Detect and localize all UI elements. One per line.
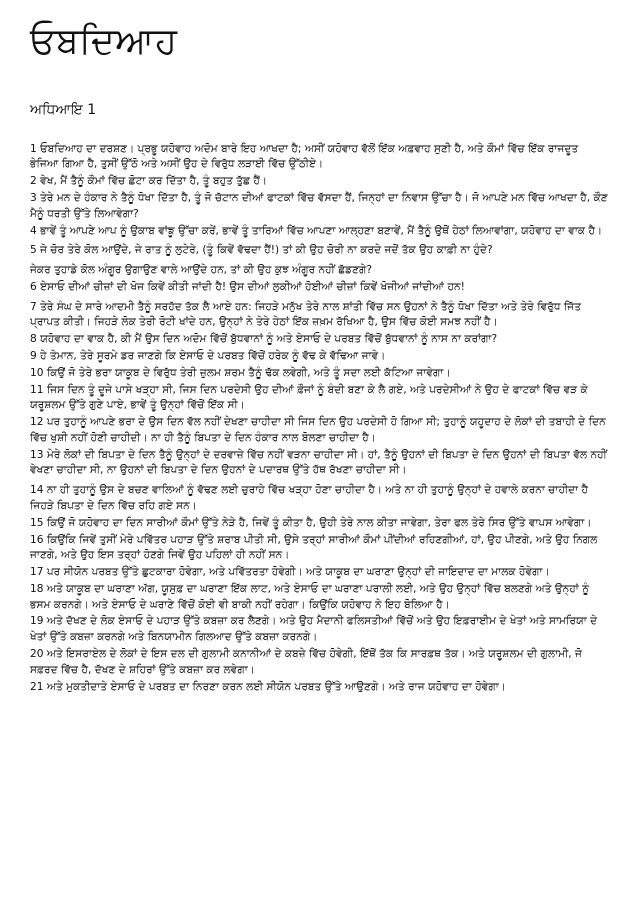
verse-5-continued: ਜੇਕਰ ਤੁਹਾਡੇ ਕੋਲ ਅੰਗੂਰ ਉਗਾਉਣ ਵਾਲੇ ਆਉਂਦੇ ਹਨ, ਤਾਂ ਕੀ ਉਹ ਕੁਝ ਅੰਗੂਰ ਨਹੀਂ ਛੱਡਣਗੇ? [30, 264, 372, 277]
verse-2: 2 ਵੇਖ, ਮੈਂ ਤੈਨੂੰ ਕੌਮਾਂ ਵਿੱਚ ਛੋਟਾ ਕਰ ਦਿੱਤਾ ਹੈ, ਤੂੰ ਬਹੁਤ ਤੁੱਛ ਹੈਂ। [30, 175, 267, 188]
verse-18: 18 ਅਤੇ ਯਾਕੂਬ ਦਾ ਘਰਾਣਾ ਅੱਗ, ਯੂਸੁਫ਼ ਦਾ ਘਰਾਣਾ ਇੱਕ ਲਾਟ, ਅਤੇ ਏਸਾਓ ਦਾ ਘਰਾਣਾ ਪਰਾਲੀ ਲਈ, ਅਤੇ ਉਹ ਉਨ੍ਹਾਂ ਵਿੱਚ ਬਲਣਗੇ ਅਤੇ ਉਨ੍ਹਾਂ ਨੂੰ ਭਸਮ ਕਰਨਗੇ। ਅਤੇ ਏਸਾਓ ਦੇ ਘਰਾਣੇ ਵਿੱਚੋਂ ਕੋਈ ਵੀ ਬਾਕੀ ਨਹੀਂ ਰਹੇਗਾ। ਕਿਉਂਕਿ ਯਹੋਵਾਹ ਨੇ ਇਹ ਬੋਲਿਆ ਹੈ। [30, 582, 589, 611]
verse-16: 16 ਕਿਉਂਕਿ ਜਿਵੇਂ ਤੁਸੀਂ ਮੇਰੇ ਪਵਿੱਤਰ ਪਹਾੜ ਉੱਤੇ ਸ਼ਰਾਬ ਪੀਤੀ ਸੀ, ਉਸੇ ਤਰ੍ਹਾਂ ਸਾਰੀਆਂ ਕੌਮਾਂ ਪੀਂਦੀਆਂ ਰਹਿਣਗੀਆਂ, ਹਾਂ, ਉਹ ਪੀਣਗੇ, ਅਤੇ ਉਹ ਨਿਗਲ ਜਾਣਗੇ, ਅਤੇ ਉਹ ਇਸ ਤਰ੍ਹਾਂ ਹੋਣਗੇ ਜਿਵੇਂ ਉਹ ਪਹਿਲਾਂ ਹੀ ਨਹੀਂ ਸਨ। [30, 533, 598, 562]
chapter-heading: ਅਧਿਆਇ 1 [30, 101, 97, 118]
verse-11: 11 ਜਿਸ ਦਿਨ ਤੂੰ ਦੂਜੇ ਪਾਸੇ ਖੜ੍ਹਾ ਸੀ, ਜਿਸ ਦਿਨ ਪਰਦੇਸੀ ਉਹ ਦੀਆਂ ਫ਼ੌਜਾਂ ਨੂੰ ਬੰਦੀ ਬਣਾ ਕੇ ਲੈ ਗਏ, ਅਤੇ ਪਰਦੇਸੀਆਂ ਨੇ ਉਹ ਦੇ ਫਾਟਕਾਂ ਵਿੱਚ ਵੜ ਕੇ ਯਰੂਸ਼ਲਮ ਉੱਤੇ ਗੁਣੇ ਪਾਏ, ਭਾਵੇਂ ਤੂੰ ਉਨ੍ਹਾਂ ਵਿੱਚੋਂ ਇੱਕ ਸੀ। [30, 383, 588, 412]
verse-19: 19 ਅਤੇ ਦੱਖਣ ਦੇ ਲੋਕ ਏਸਾਓ ਦੇ ਪਹਾੜ ਉੱਤੇ ਕਬਜ਼ਾ ਕਰ ਲੈਣਗੇ। ਅਤੇ ਉਹ ਮੈਦਾਨੀ ਫਲਿਸਤੀਆਂ ਵਿੱਚੋਂ ਅਤੇ ਉਹ ਇਫ਼ਰਾਈਮ ਦੇ ਖੇਤਾਂ ਅਤੇ ਸਾਮਰਿਯਾ ਦੇ ਖੇਤਾਂ ਉੱਤੇ ਕਬਜ਼ਾ ਕਰਨਗੇ ਅਤੇ ਬਿਨਯਾਮੀਨ ਗਿਲਆਦ ਉੱਤੇ ਕਬਜ਼ਾ ਕਰਨਗੇ। [30, 615, 598, 644]
verse-13: 13 ਮੇਰੇ ਲੋਕਾਂ ਦੀ ਬਿਪਤਾ ਦੇ ਦਿਨ ਤੈਨੂੰ ਉਨ੍ਹਾਂ ਦੇ ਦਰਵਾਜ਼ੇ ਵਿੱਚ ਨਹੀਂ ਵੜਨਾ ਚਾਹੀਦਾ ਸੀ। ਹਾਂ, ਤੈਨੂੰ ਉਹਨਾਂ ਦੀ ਬਿਪਤਾ ਦੇ ਦਿਨ ਉਹਨਾਂ ਦੀ ਬਿਪਤਾ ਵੱਲ ਨਹੀਂ ਵੇਖਣਾ ਚਾਹੀਦਾ ਸੀ, ਨਾ ਉਹਨਾਂ ਦੀ ਬਿਪਤਾ ਦੇ ਦਿਨ ਉਹਨਾਂ ਦੇ ਪਦਾਰਥ ਉੱਤੇ ਹੱਥ ਰੱਖਣਾ ਚਾਹੀਦਾ ਸੀ। [30, 448, 607, 477]
verse-17: 17 ਪਰ ਸੀਯੋਨ ਪਰਬਤ ਉੱਤੇ ਛੁਟਕਾਰਾ ਹੋਵੇਗਾ, ਅਤੇ ਪਵਿੱਤਰਤਾ ਹੋਵੇਗੀ। ਅਤੇ ਯਾਕੂਬ ਦਾ ਘਰਾਣਾ ਉਨ੍ਹਾਂ ਦੀ ਜਾਇਦਾਦ ਦਾ ਮਾਲਕ ਹੋਵੇਗਾ। [30, 566, 550, 579]
verse-20: 20 ਅਤੇ ਇਸਰਾਏਲ ਦੇ ਲੋਕਾਂ ਦੇ ਇਸ ਦਲ ਦੀ ਗੁਲਾਮੀ ਕਨਾਨੀਆਂ ਦੇ ਕਬਜ਼ੇ ਵਿੱਚ ਹੋਵੇਗੀ, ਇੱਥੋਂ ਤੱਕ ਕਿ ਸਾਰਫ਼ਥ ਤੱਕ। ਅਤੇ ਯਰੂਸ਼ਲਮ ਦੀ ਗੁਲਾਮੀ, ਜੋ ਸਫ਼ਰਦ ਵਿੱਚ ਹੈ, ਦੱਖਣ ਦੇ ਸ਼ਹਿਰਾਂ ਉੱਤੇ ਕਬਜ਼ਾ ਕਰ ਲਵੇਗਾ। [30, 648, 582, 676]
book-title: ਓਬਦਿਆਹ [30, 21, 178, 62]
verse-21: 21 ਅਤੇ ਮੁਕਤੀਦਾਤੇ ਏਸਾਓ ਦੇ ਪਰਬਤ ਦਾ ਨਿਰਣਾ ਕਰਨ ਲਈ ਸੀਯੋਨ ਪਰਬਤ ਉੱਤੇ ਆਉਣਗੇ। ਅਤੇ ਰਾਜ ਯਹੋਵਾਹ ਦਾ ਹੋਵੇਗਾ। [30, 680, 506, 693]
verse-4: 4 ਭਾਵੇਂ ਤੂੰ ਆਪਣੇ ਆਪ ਨੂੰ ਉਕਾਬ ਵਾਂਙੂ ਉੱਚਾ ਕਰੇਂ, ਭਾਵੇਂ ਤੂੰ ਤਾਰਿਆਂ ਵਿੱਚ ਆਪਣਾ ਆਲ੍ਹਣਾ ਬਣਾਵੇਂ, ਮੈਂ ਤੈਨੂੰ ਉਥੋਂ ਹੇਠਾਂ ਲਿਆਵਾਂਗਾ, ਯਹੋਵਾਹ ਦਾ ਵਾਕ ਹੈ। [30, 224, 603, 237]
verse-7: 7 ਤੇਰੇ ਸੰਘ ਦੇ ਸਾਰੇ ਆਦਮੀ ਤੈਨੂੰ ਸਰਹੱਦ ਤੱਕ ਲੈ ਆਏ ਹਨ: ਜਿਹੜੇ ਮਨੁੱਖ ਤੇਰੇ ਨਾਲ ਸ਼ਾਂਤੀ ਵਿੱਚ ਸਨ ਉਹਨਾਂ ਨੇ ਤੈਨੂੰ ਧੋਖਾ ਦਿੱਤਾ ਅਤੇ ਤੇਰੇ ਵਿਰੁੱਧ ਜਿੱਤ ਪ੍ਰਾਪਤ ਕੀਤੀ। ਜਿਹੜੇ ਲੋਕ ਤੇਰੀ ਰੋਟੀ ਖਾਂਦੇ ਹਨ, ਉਨ੍ਹਾਂ ਨੇ ਤੇਰੇ ਹੇਠਾਂ ਇੱਕ ਜ਼ਖ਼ਮ ਰੱਖਿਆ ਹੈ, ਉਸ ਵਿੱਚ ਕੋਈ ਸਮਝ ਨਹੀਂ ਹੈ। [30, 300, 582, 329]
verse-10: 10 ਕਿਉਂ ਜੋ ਤੇਰੇ ਭਰਾ ਯਾਕੂਬ ਦੇ ਵਿਰੁੱਧ ਤੇਰੀ ਜ਼ੁਲਮ ਸ਼ਰਮ ਤੈਨੂੰ ਢੱਕ ਲਵੇਗੀ, ਅਤੇ ਤੂੰ ਸਦਾ ਲਈ ਕੱਟਿਆ ਜਾਵੇਗਾ। [30, 366, 451, 379]
verse-6: 6 ਏਸਾਓ ਦੀਆਂ ਚੀਜ਼ਾਂ ਦੀ ਖੋਜ ਕਿਵੇਂ ਕੀਤੀ ਜਾਂਦੀ ਹੈ! ਉਸ ਦੀਆਂ ਲੁਕੀਆਂ ਹੋਈਆਂ ਚੀਜ਼ਾਂ ਕਿਵੇਂ ਖੋਜੀਆਂ ਜਾਂਦੀਆਂ ਹਨ! [30, 280, 465, 293]
verse-14: 14 ਨਾ ਹੀ ਤੁਹਾਨੂੰ ਉਸ ਦੇ ਬਚਣ ਵਾਲਿਆਂ ਨੂੰ ਵੱਢਣ ਲਈ ਚੁਰਾਹੇ ਵਿੱਚ ਖੜ੍ਹਾ ਹੋਣਾ ਚਾਹੀਦਾ ਹੈ। ਅਤੇ ਨਾ ਹੀ ਤੁਹਾਨੂੰ ਉਨ੍ਹਾਂ ਦੇ ਹਵਾਲੇ ਕਰਨਾ ਚਾਹੀਦਾ ਹੈ ਜਿਹੜੇ ਬਿਪਤਾ ਦੇ ਦਿਨ ਵਿੱਚ ਰਹਿ ਗਏ ਸਨ। [30, 484, 589, 512]
verse-1: 1 ਓਬਦਿਆਹ ਦਾ ਦਰਸ਼ਣ। ਪ੍ਰਭੂ ਯਹੋਵਾਹ ਅਦੋਮ ਬਾਰੇ ਇਹ ਆਖਦਾ ਹੈ; ਅਸੀਂ ਯਹੋਵਾਹ ਵੱਲੋਂ ਇੱਕ ਅਫ਼ਵਾਹ ਸੁਣੀ ਹੈ, ਅਤੇ ਕੌਮਾਂ ਵਿੱਚ ਇੱਕ ਰਾਜਦੂਤ ਭੇਜਿਆ ਗਿਆ ਹੈ, ਤੁਸੀਂ ਉੱਠੋ ਅਤੇ ਅਸੀਂ ਉਹ ਦੇ ਵਿਰੁੱਧ ਲੜਾਈ ਵਿੱਚ ਉੱਠੀਏ। [30, 142, 579, 171]
verse-12: 12 ਪਰ ਤੁਹਾਨੂੰ ਆਪਣੇ ਭਰਾ ਦੇ ਉਸ ਦਿਨ ਵੱਲ ਨਹੀਂ ਦੇਖਣਾ ਚਾਹੀਦਾ ਸੀ ਜਿਸ ਦਿਨ ਉਹ ਪਰਦੇਸੀ ਹੋ ਗਿਆ ਸੀ; ਤੁਹਾਨੂੰ ਯਹੂਦਾਹ ਦੇ ਲੋਕਾਂ ਦੀ ਤਬਾਹੀ ਦੇ ਦਿਨ ਵਿੱਚ ਖੁਸ਼ੀ ਨਹੀਂ ਹੋਣੀ ਚਾਹੀਦੀ। ਨਾ ਹੀ ਤੈਨੂੰ ਬਿਪਤਾ ਦੇ ਦਿਨ ਹੰਕਾਰ ਨਾਲ ਬੋਲਣਾ ਚਾਹੀਦਾ ਹੈ। [30, 416, 606, 444]
verse-9: 9 ਹੇ ਤੇਮਾਨ, ਤੇਰੇ ਸੂਰਮੇ ਡਰ ਜਾਣਗੇ ਕਿ ਏਸਾਓ ਦੇ ਪਰਬਤ ਵਿੱਚੋਂ ਹਰੇਕ ਨੂੰ ਵੱਢ ਕੇ ਵੱਢਿਆ ਜਾਵੇ। [30, 349, 386, 362]
verse-3: 3 ਤੇਰੇ ਮਨ ਦੇ ਹੰਕਾਰ ਨੇ ਤੈਨੂੰ ਧੋਖਾ ਦਿੱਤਾ ਹੈ, ਤੂੰ ਜੋ ਚੱਟਾਨ ਦੀਆਂ ਫਾਟਕਾਂ ਵਿੱਚ ਵੱਸਦਾ ਹੈਂ, ਜਿਨ੍ਹਾਂ ਦਾ ਨਿਵਾਸ ਉੱਚਾ ਹੈ। ਜੋ ਆਪਣੇ ਮਨ ਵਿੱਚ ਆਖਦਾ ਹੈ, ਕੌਣ ਮੈਨੂੰ ਧਰਤੀ ਉੱਤੇ ਲਿਆਵੇਗਾ? [30, 191, 608, 220]
verse-15: 15 ਕਿਉਂ ਜੋ ਯਹੋਵਾਹ ਦਾ ਦਿਨ ਸਾਰੀਆਂ ਕੌਮਾਂ ਉੱਤੇ ਨੇੜੇ ਹੈ, ਜਿਵੇਂ ਤੂੰ ਕੀਤਾ ਹੈ, ਉਹੀ ਤੇਰੇ ਨਾਲ ਕੀਤਾ ਜਾਵੇਗਾ, ਤੇਰਾ ਫਲ ਤੇਰੇ ਸਿਰ ਉੱਤੇ ਵਾਪਸ ਆਵੇਗਾ। [30, 516, 592, 529]
verse-list [30, 142, 608, 696]
verse-8: 8 ਯਹੋਵਾਹ ਦਾ ਵਾਕ ਹੈ, ਕੀ ਮੈਂ ਉਸ ਦਿਨ ਅਦੋਮ ਵਿੱਚੋਂ ਬੁੱਧਵਾਨਾਂ ਨੂੰ ਅਤੇ ਏਸਾਓ ਦੇ ਪਰਬਤ ਵਿੱਚੋਂ ਬੁੱਧਵਾਨਾਂ ਨੂੰ ਨਾਸ ਨਾ ਕਰਾਂਗਾ? [30, 333, 498, 346]
verse-5: 5 ਜੇ ਚੋਰ ਤੇਰੇ ਕੋਲ ਆਉਂਦੇ, ਜੇ ਰਾਤ ਨੂੰ ਲੁਟੇਰੇ, (ਤੂੰ ਕਿਵੇਂ ਵੱਢਦਾ ਹੈਂ!) ਤਾਂ ਕੀ ਉਹ ਚੋਰੀ ਨਾ ਕਰਦੇ ਜਦੋਂ ਤੱਕ ਉਹ ਕਾਫ਼ੀ ਨਾ ਹੁੰਦੇ? [30, 244, 493, 257]
